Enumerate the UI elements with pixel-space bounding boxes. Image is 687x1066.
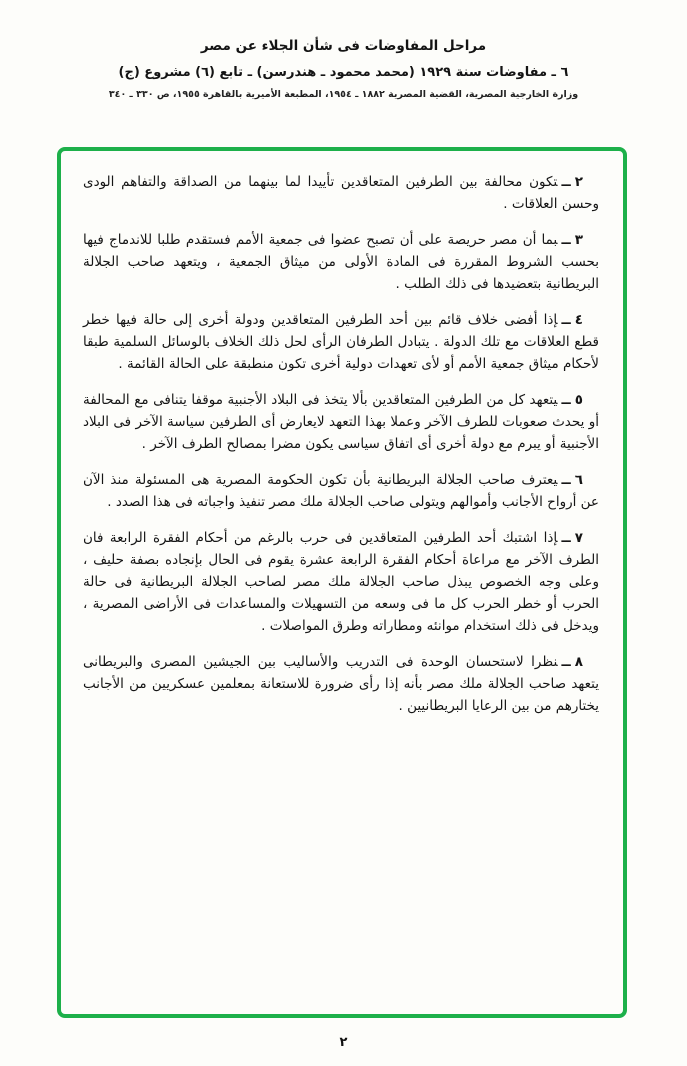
paragraph-dash: ــ — [561, 472, 571, 488]
paragraph-number: ٢ — [574, 174, 583, 190]
paragraph-number: ٣ — [574, 232, 583, 248]
paragraph-dash: ــ — [561, 232, 571, 248]
paragraph-number: ٦ — [574, 472, 583, 488]
doc-subtitle: ٦ ـ مفاوضات سنة ١٩٢٩ (محمد محمود ـ هندرسن) ـ تابع (٦) مشروع (ج) — [118, 65, 569, 80]
paragraph-dash: ــ — [561, 174, 571, 190]
content-box — [57, 147, 627, 1018]
paragraph-number: ٥ — [574, 392, 583, 408]
paragraph-number: ٤ — [574, 312, 583, 328]
page-number: ٢ — [339, 1035, 348, 1050]
paragraph-text: يعترف صاحب الجلالة البريطانية بأن تكون الحكومة المصرية هى المسئولة منذ الآن عن أرواح الأجانب وأموالهم ويتولى صاحب الجلالة ملك مصر تنفيذ واجباته فى هذا الصدد . — [83, 472, 599, 510]
paragraph-dash: ــ — [561, 312, 571, 328]
paragraph-text: إذا أفضى خلاف قائم بين أحد الطرفين المتعاقدين ودولة أخرى إلى حالة فيها خطر قطع العلاقات مع تلك الدولة . يتبادل الطرفان الرأى لحل ذلك الخلاف بالوسائل السلمية طبقا لأحكام ميثاق جمعية الأمم أو لأى تعهدات دولية أخرى تكون منطبقة على الحالة القائمة . — [83, 312, 599, 372]
paragraph-dash: ــ — [561, 392, 571, 408]
paragraph-number: ٨ — [574, 654, 583, 670]
paragraph-6 — [83, 469, 599, 513]
paragraph-number: ٧ — [574, 530, 583, 546]
paragraph-3 — [83, 229, 599, 295]
paragraph-dash: ــ — [561, 530, 571, 546]
paragraph-text: بما أن مصر حريصة على أن تصبح عضوا فى جمعية الأمم فستقدم طلبا للاندماج فيها بحسب الشروط المقررة فى المادة الأولى من ميثاق الجمعية ، ويتعهد صاحب الجلالة البريطانية بتعضيدها فى ذلك الطلب . — [83, 232, 599, 292]
paragraph-text: إذا اشتبك أحد الطرفين المتعاقدين فى حرب بالرغم من أحكام الفقرة الرابعة فان الطرف الآخر مع مراعاة أحكام الفقرة الرابعة عشرة يقوم فى الحال بإنجاده بصفة حليف ، وعلى وجه الخصوص يبذل صاحب الجلالة ملك مصر لصاحب الجلالة البريطانية فى حالة الحرب أو خطر الحرب كل ما فى وسعه من التسهيلات والمساعدات فى الأراضى المصرية ، ويدخل فى ذلك استخدام موانئه ومطاراته وطرق المواصلات . — [83, 530, 599, 634]
paragraph-text: تكون محالفة بين الطرفين المتعاقدين تأييدا لما بينهما من الصداقة والتفاهم الودى وحسن العلاقات . — [83, 174, 599, 212]
paragraph-2 — [83, 171, 599, 215]
paragraph-8 — [83, 651, 599, 717]
doc-source-citation: وزارة الخارجية المصرية، القضية المصرية ١٨٨٢ ـ ١٩٥٤، المطبعة الأميرية بالقاهرة ١٩٥٥، ص ٣٣٠ ـ ٣٤٠ — [108, 89, 579, 100]
paragraph-dash: ــ — [561, 654, 571, 670]
paragraph-5 — [83, 389, 599, 455]
doc-title: مراحل المفاوضات فى شأن الجلاء عن مصر — [200, 38, 487, 54]
paragraph-text: نظرا لاستحسان الوحدة فى التدريب والأساليب بين الجيشين المصرى والبريطانى يتعهد صاحب الجلالة ملك مصر بأنه إذا رأى ضرورة للاستعانة بمعلمين عسكريين من الأجانب يختارهم من بين الرعايا البريطانيين . — [83, 654, 599, 714]
document-header — [0, 0, 687, 100]
paragraph-4 — [83, 309, 599, 375]
paragraph-7 — [83, 527, 599, 637]
paragraph-text: يتعهد كل من الطرفين المتعاقدين بألا يتخذ فى البلاد الأجنبية موقفا يتنافى مع المحالفة أو يحدث صعوبات للطرف الآخر وعملا بهذا التعهد لايعارض أى الطرفين سياسة الآخر فى البلاد الأجنبية أو يبرم مع دولة أخرى أى اتفاق سياسى يكون مضرا بمصالح الطرف الآخر . — [83, 392, 599, 452]
